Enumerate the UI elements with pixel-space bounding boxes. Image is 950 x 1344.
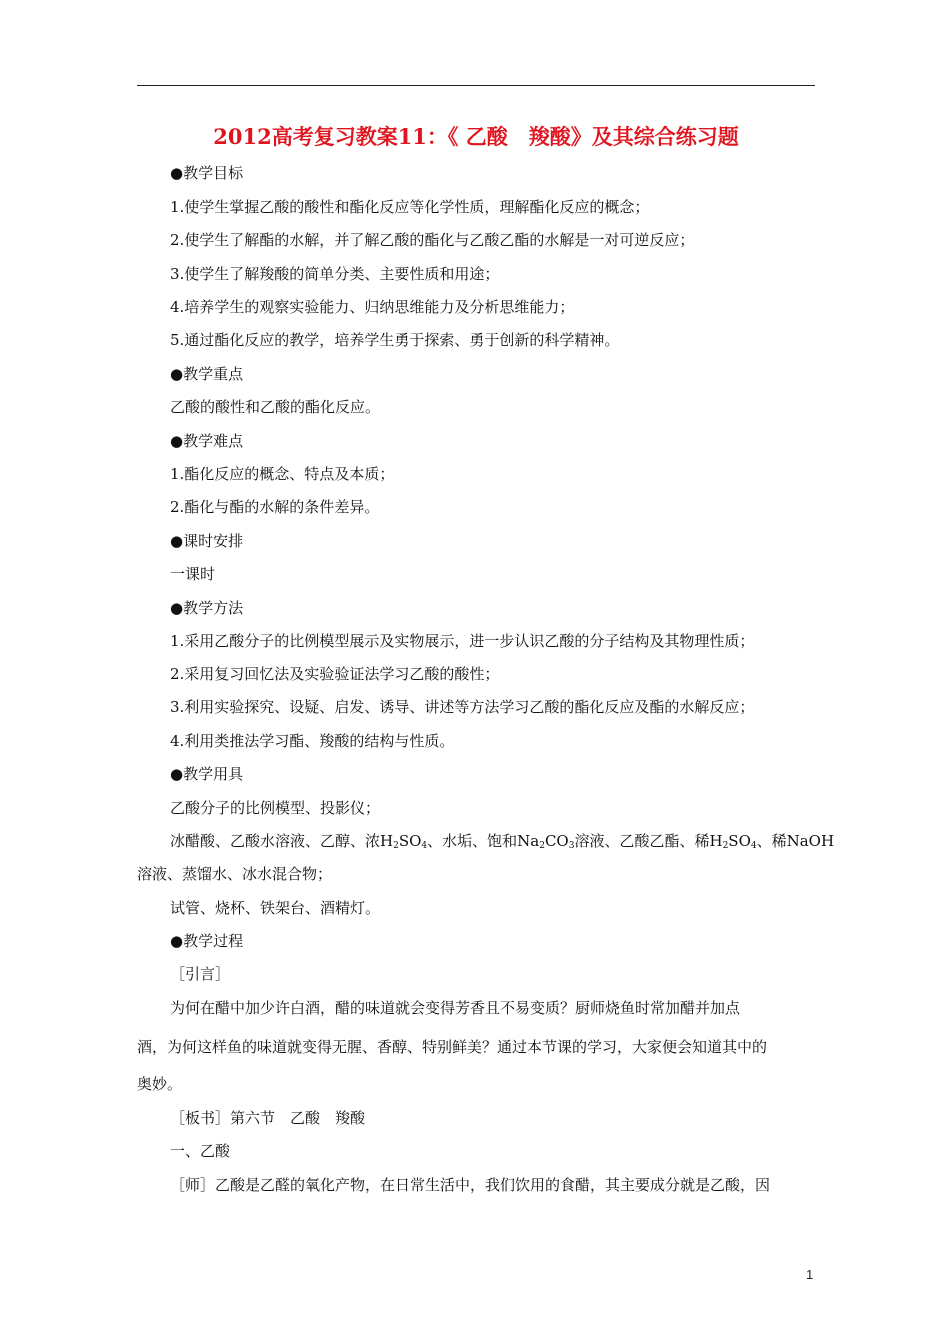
page-number: 1 [806, 1267, 814, 1282]
intro-paragraph-line-1: 为何在醋中加少许白酒，醋的味道就会变得芳香且不易变质？厨师烧鱼时常加醋并加点 [170, 999, 741, 1017]
section-heading-tools: ●教学用具 [170, 765, 244, 783]
section-heading-process: ●教学过程 [170, 932, 244, 950]
difficulty-2: 2.酯化与酯的水解的条件差异。 [170, 498, 380, 516]
key-point-text: 乙酸的酸性和乙酸的酯化反应。 [170, 398, 381, 416]
blackboard-heading: ［板书］第六节 乙酸 羧酸 [170, 1109, 366, 1127]
objective-1: 1.使学生掌握乙酸的酸性和酯化反应等化学性质，理解酯化反应的概念； [170, 198, 650, 216]
objective-5: 5.通过酯化反应的教学，培养学生勇于探索、勇于创新的科学精神。 [170, 331, 620, 349]
intro-label: ［引言］ [170, 965, 231, 983]
reagents-line: 冰醋酸、乙酸水溶液、乙醇、浓$H_2SO_4$、水垢、饱和$Na_2CO_3$溶液、乙酸乙酯、稀$H_2SO_4$、稀NaOH [170, 832, 835, 851]
method-2: 2.采用复习回忆法及实验验证法学习乙酸的酸性； [170, 665, 500, 683]
method-1: 1.采用乙酸分子的比例模型展示及实物展示，进一步认识乙酸的分子结构及其物理性质； [170, 632, 755, 650]
section-heading-key-points: ●教学重点 [170, 365, 244, 383]
subsection-acetic-acid: 一、乙酸 [170, 1142, 231, 1160]
section-heading-objectives: ●教学目标 [170, 164, 244, 182]
schedule-text: 一课时 [170, 565, 216, 583]
intro-paragraph-line-3: 奥妙。 [137, 1075, 183, 1093]
section-heading-difficulties: ●教学难点 [170, 432, 244, 450]
section-heading-methods: ●教学方法 [170, 599, 244, 617]
objective-2: 2.使学生了解酯的水解，并了解乙酸的酯化与乙酸乙酯的水解是一对可逆反应； [170, 231, 695, 249]
difficulty-1: 1.酯化反应的概念、特点及本质； [170, 465, 395, 483]
objective-4: 4.培养学生的观察实验能力、归纳思维能力及分析思维能力； [170, 298, 575, 316]
document-title: 2012高考复习教案11：《 乙酸 羧酸》及其综合练习题 [213, 124, 739, 149]
intro-paragraph-line-2: 酒，为何这样鱼的味道就变得无腥、香醇、特别鲜美？通过本节课的学习，大家便会知道其中的 [137, 1038, 768, 1056]
reagents-line-continued: 溶液、蒸馏水、冰水混合物； [137, 865, 333, 883]
section-heading-schedule: ●课时安排 [170, 532, 244, 550]
teacher-remark: ［师］乙酸是乙醛的氧化产物，在日常生活中，我们饮用的食醋，其主要成分就是乙酸，因 [170, 1176, 771, 1194]
tools-line-3: 试管、烧杯、铁架台、酒精灯。 [170, 899, 381, 917]
tools-line-1: 乙酸分子的比例模型、投影仪； [170, 799, 381, 817]
header-rule [137, 85, 815, 86]
method-4: 4.利用类推法学习酯、羧酸的结构与性质。 [170, 732, 455, 750]
method-3: 3.利用实验探究、设疑、启发、诱导、讲述等方法学习乙酸的酯化反应及酯的水解反应； [170, 698, 755, 716]
objective-3: 3.使学生了解羧酸的简单分类、主要性质和用途； [170, 265, 500, 283]
